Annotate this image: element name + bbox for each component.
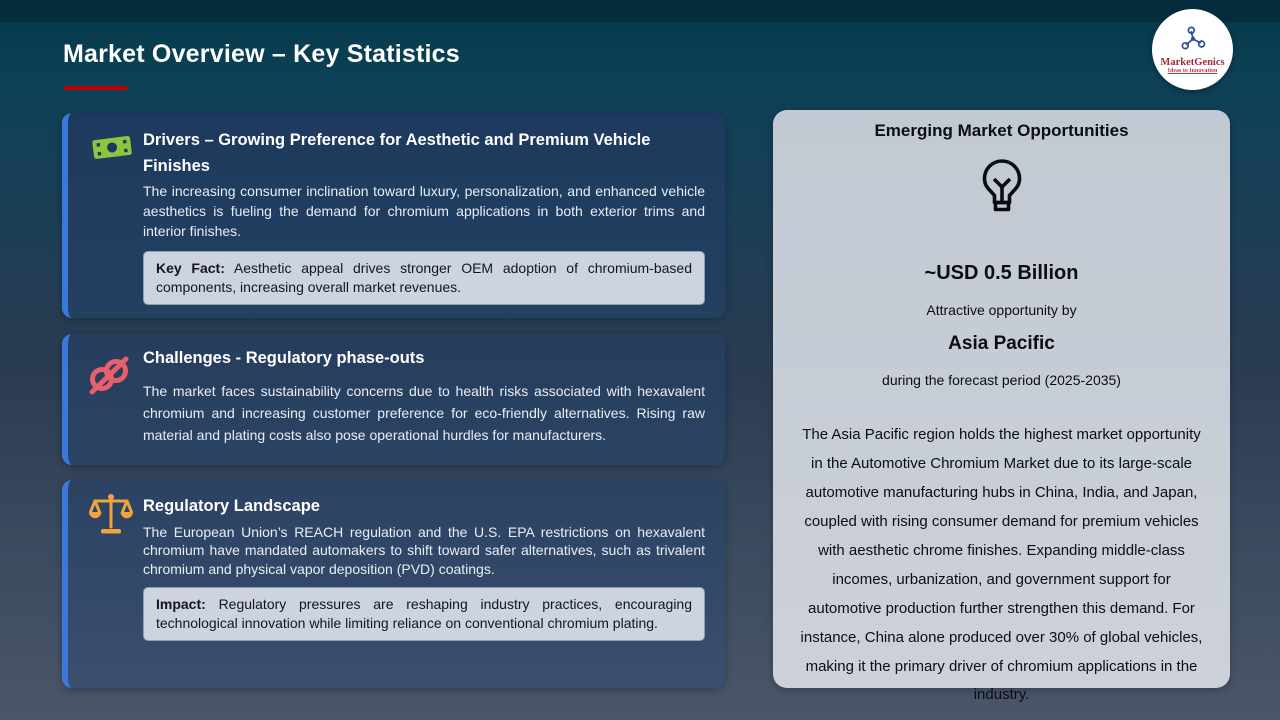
challenges-card bbox=[62, 334, 725, 465]
emerging-opportunities-panel bbox=[773, 110, 1230, 704]
regulatory-card-title: Regulatory Landscape bbox=[143, 497, 320, 515]
marketgenics-logo bbox=[1152, 9, 1233, 90]
balance-scale-icon bbox=[88, 493, 134, 542]
opportunity-region: Asia Pacific bbox=[948, 333, 1055, 354]
opportunity-description: The Asia Pacific region holds the highest market opportunity in the Automotive Chromium Market due to its large-scale automotive manufacturing hubs in China, India, and Japan, coupled with rising consumer demand for premium vehicles with aesthetic chrome finishes. Expanding middle-class incomes, urbanization, and government support for automotive production further strengthen this demand. For instance, China alone produced over 30% of global vehicles, making it the primary driver of chromium applications in the industry. bbox=[800, 426, 1203, 704]
drivers-card bbox=[62, 113, 725, 318]
challenges-card-body: The market faces sustainability concerns due to health risks associated with hexavalent chromium and increasing customer preference for eco-friendly alternatives. Rising raw material and plating costs also pose operational hurdles for manufacturers. bbox=[143, 382, 705, 443]
logo-name: MarketGenics bbox=[1160, 56, 1225, 68]
challenges-card-title: Challenges - Regulatory phase-outs bbox=[143, 349, 425, 367]
broken-link-icon bbox=[83, 350, 135, 405]
regulatory-card bbox=[62, 480, 725, 688]
key-fact-callout bbox=[143, 251, 705, 305]
title-underline bbox=[64, 86, 127, 90]
panel-title: Emerging Market Opportunities bbox=[874, 121, 1129, 140]
logo-tagline: Ideas to Innovation bbox=[1167, 67, 1218, 74]
top-accent-bar bbox=[0, 0, 1280, 22]
impact-label: Impact: bbox=[156, 595, 206, 612]
opportunity-period: during the forecast period (2025-2035) bbox=[882, 372, 1121, 388]
molecule-icon bbox=[1180, 26, 1206, 55]
impact-text: Regulatory pressures are reshaping industry practices, encouraging technological innovation while limiting reliance on conventional chromium plating. bbox=[156, 595, 692, 631]
opportunity-value: ~USD 0.5 Billion bbox=[924, 262, 1079, 284]
lightbulb-icon bbox=[773, 157, 1230, 222]
key-fact-label: Key Fact: bbox=[156, 259, 225, 276]
drivers-card-title: Drivers – Growing Preference for Aesthetic and Premium Vehicle Finishes bbox=[143, 131, 651, 175]
banknote-icon bbox=[88, 130, 136, 169]
page-title: Market Overview – Key Statistics bbox=[63, 40, 460, 68]
drivers-card-body: The increasing consumer inclination toward luxury, personalization, and enhanced vehicle aesthetics is fueling the demand for chromium applications in both exterior trims and interior finishes. bbox=[143, 183, 705, 239]
regulatory-card-body: The European Union’s REACH regulation and the U.S. EPA restrictions on hexavalent chromium have mandated automakers to shift toward safer alternatives, such as trivalent chromium and physical vapor deposition (PVD) coatings. bbox=[143, 523, 705, 577]
impact-callout bbox=[143, 587, 705, 641]
key-fact-text: Aesthetic appeal drives stronger OEM adoption of chromium-based components, increasing overall market revenues. bbox=[156, 259, 692, 295]
opportunity-subtitle: Attractive opportunity by bbox=[926, 302, 1077, 318]
